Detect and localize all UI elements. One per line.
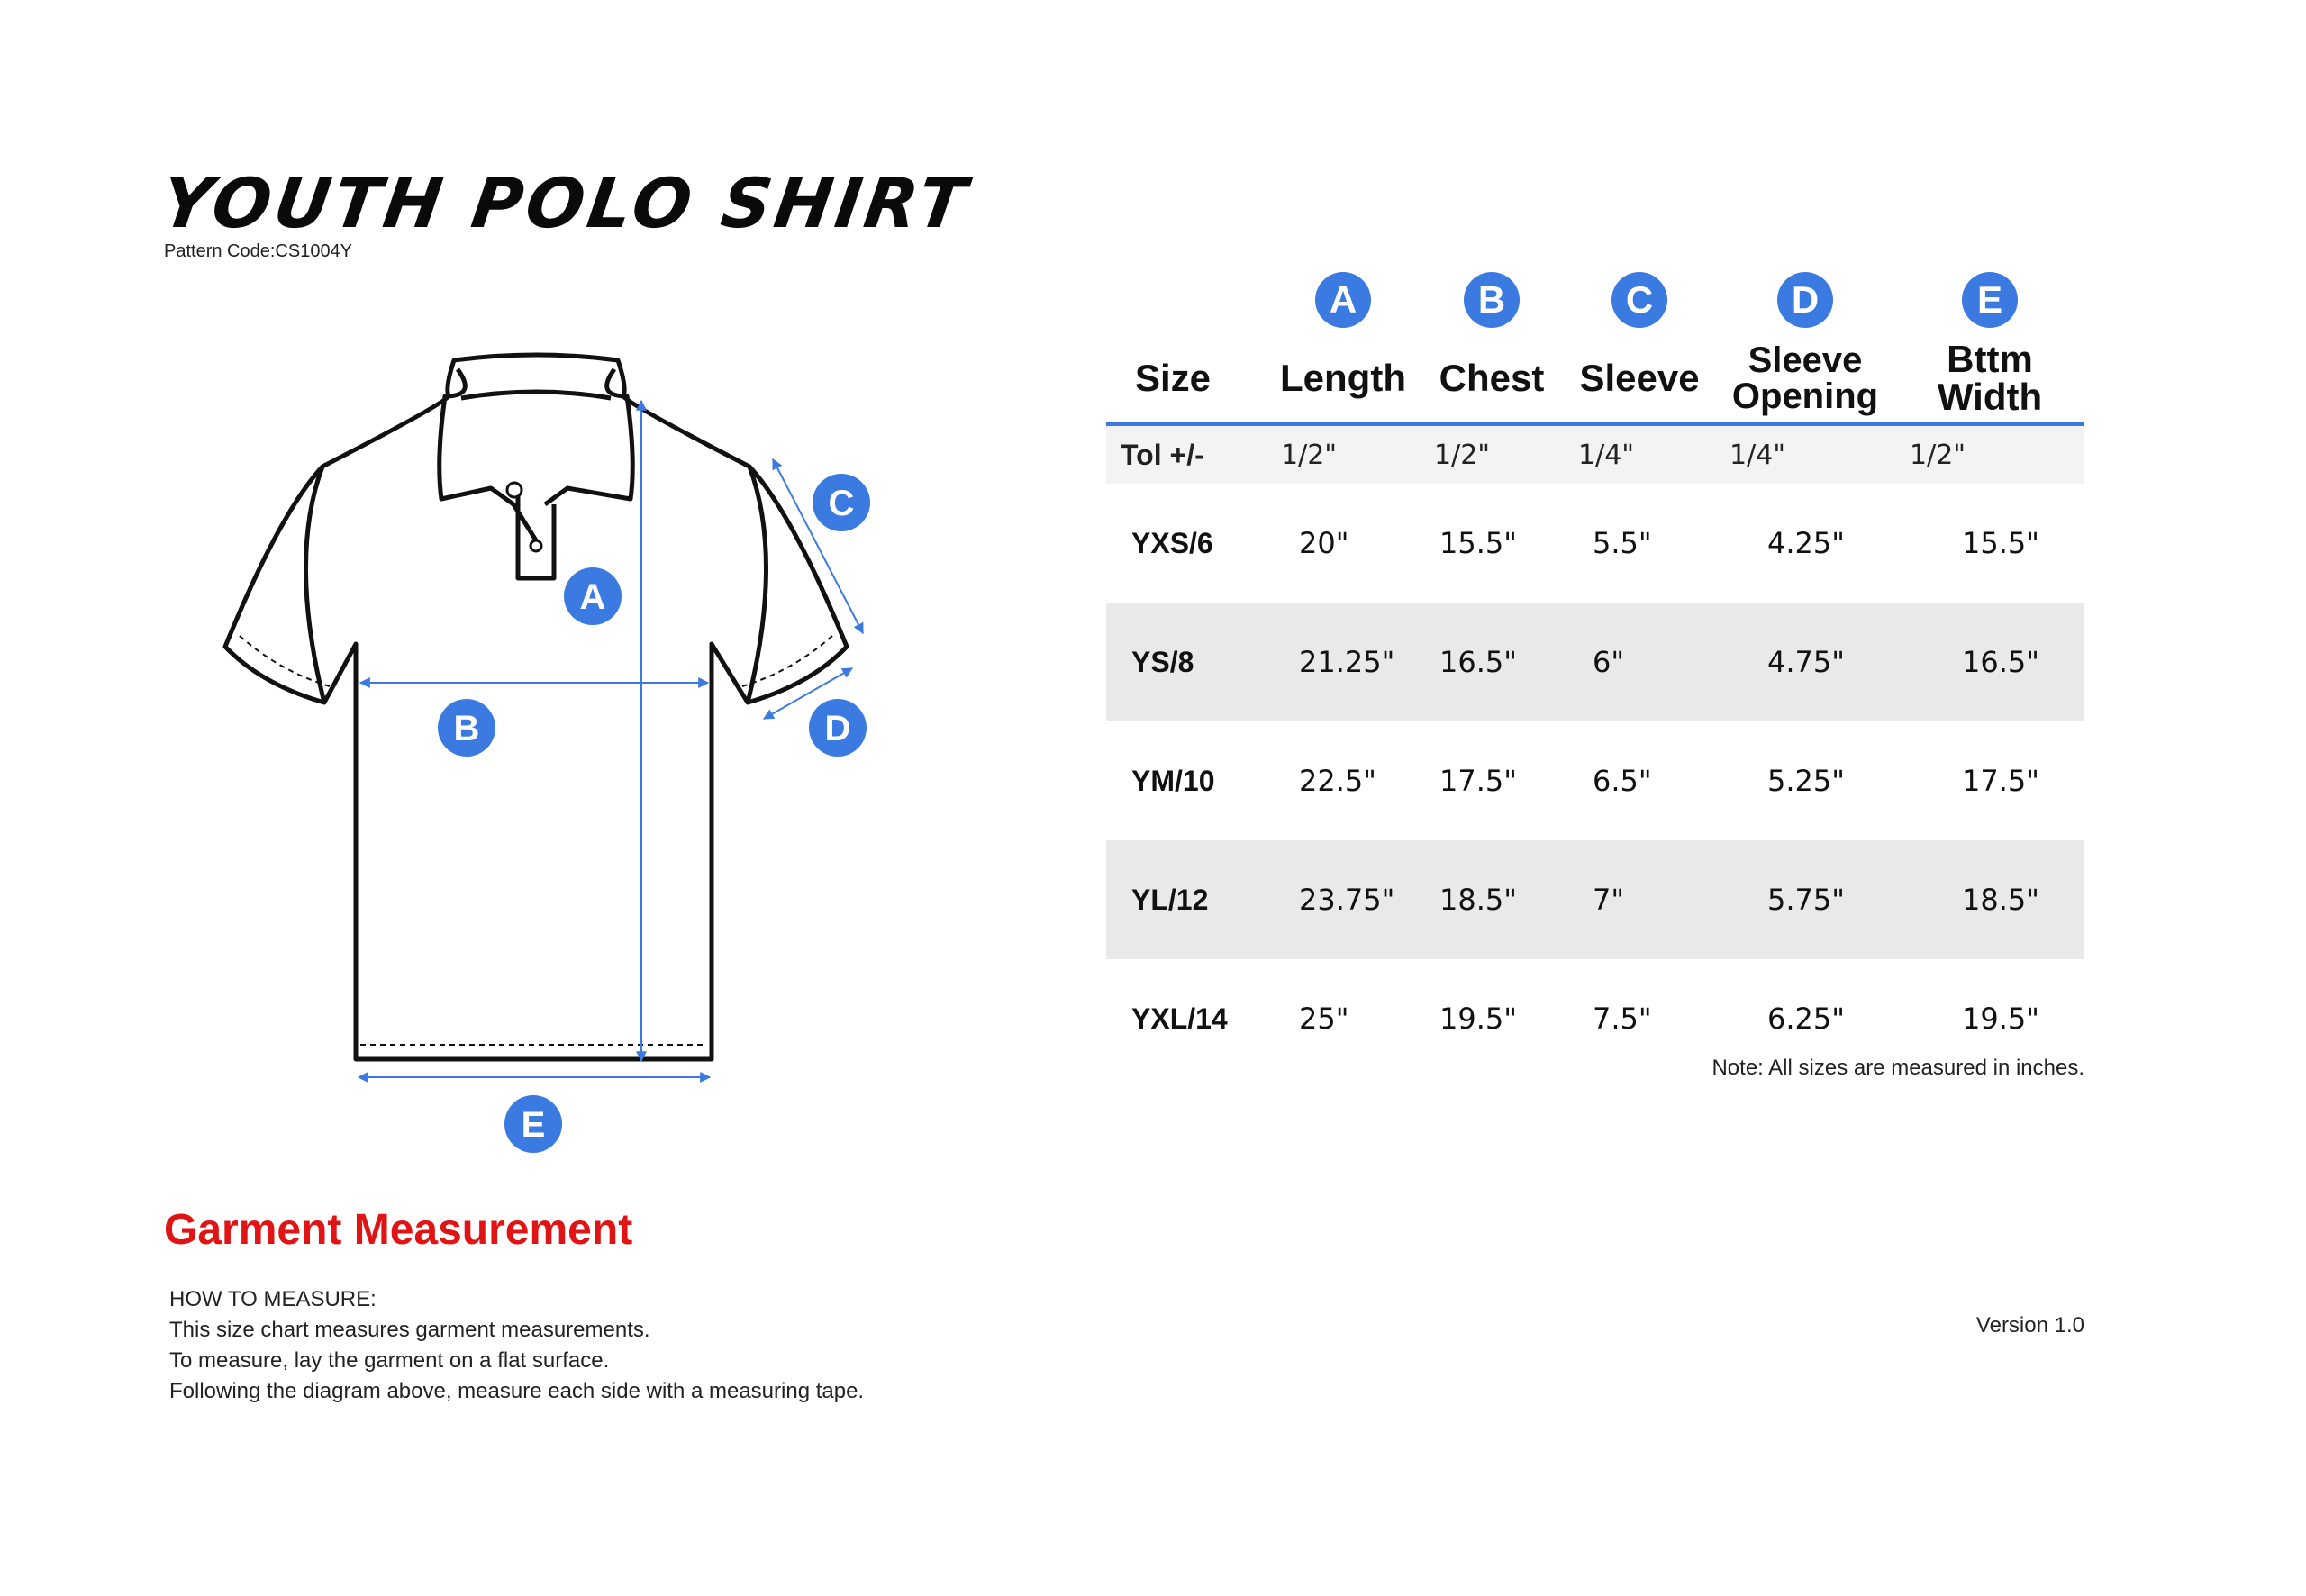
measurement-letter-row <box>1106 265 2084 335</box>
table-row <box>1106 840 2084 959</box>
badge-c <box>813 474 870 531</box>
how-to-line: Following the diagram above, measure each side with a measuring tape. <box>169 1379 865 1403</box>
tolerance-length: 1/2" <box>1266 424 1420 485</box>
letter-cell-blank <box>1106 265 1266 335</box>
bttm-width-cell: 19.5" <box>1962 1002 2039 1036</box>
tolerance-chest: 1/2" <box>1420 424 1564 485</box>
length-cell: 23.75" <box>1266 840 1420 959</box>
svg-text:A: A <box>579 577 606 617</box>
letter-badge-a: A <box>1315 272 1371 328</box>
how-to-measure <box>169 1284 864 1407</box>
header-sleeve: Sleeve <box>1564 335 1715 424</box>
badge-b <box>438 699 495 757</box>
size-cell: YXL/14 <box>1131 1002 1228 1035</box>
table-row <box>1106 721 2084 840</box>
units-note: Note: All sizes are measured in inches. <box>1711 1056 2084 1080</box>
button-top <box>507 483 522 497</box>
sleeve-cell: 7" <box>1564 840 1715 959</box>
version-label: Version 1.0 <box>1975 1313 2084 1338</box>
sleeve-opening-cell: 4.75" <box>1715 603 1895 721</box>
sleeve-opening-cell: 5.25" <box>1767 764 1845 798</box>
bttm-width-cell: 16.5" <box>1895 603 2084 721</box>
letter-badge-e: E <box>1962 272 2018 328</box>
size-chart-table <box>1106 265 2084 1078</box>
sleeve-cell: 6" <box>1564 603 1715 721</box>
letter-badge-d: D <box>1777 272 1833 328</box>
sleeve-cell: 7.5" <box>1593 1002 1652 1036</box>
svg-text:E: E <box>521 1105 546 1145</box>
tolerance-bttm-width: 1/2" <box>1895 424 2084 485</box>
how-to-line: This size chart measures garment measurements. <box>169 1318 650 1342</box>
header-size: Size <box>1106 335 1266 424</box>
badge-a <box>564 567 622 625</box>
how-to-heading: HOW TO MEASURE: <box>169 1287 377 1311</box>
table-header-row <box>1106 335 2084 424</box>
svg-text:B: B <box>453 709 480 748</box>
size-cell: YXS/6 <box>1131 526 1213 559</box>
pattern-code: Pattern Code:CS1004Y <box>164 241 353 261</box>
polo-shirt-diagram <box>207 333 928 1162</box>
measurement-lines <box>359 401 863 1077</box>
sleeve-cell: 5.5" <box>1593 526 1652 560</box>
svg-text:D: D <box>824 709 851 748</box>
size-cell: YS/8 <box>1106 603 1266 721</box>
letter-badge-b: B <box>1464 272 1520 328</box>
chest-cell: 17.5" <box>1439 764 1517 798</box>
header-chest: Chest <box>1420 335 1564 424</box>
tolerance-label: Tol +/- <box>1106 424 1266 485</box>
letter-badge-c: C <box>1611 272 1667 328</box>
page-title: YOUTH POLO SHIRT <box>156 163 975 243</box>
length-cell: 20" <box>1299 526 1349 560</box>
sleeve-opening-cell: 6.25" <box>1767 1002 1845 1036</box>
length-cell: 22.5" <box>1299 764 1376 798</box>
length-cell: 21.25" <box>1266 603 1420 721</box>
sleeve-cell: 6.5" <box>1593 764 1652 798</box>
polo-shirt-illustration <box>207 333 928 1162</box>
header-sleeve-opening: Sleeve Opening <box>1715 335 1895 424</box>
sleeve-opening-cell: 4.25" <box>1767 526 1845 560</box>
how-to-line: To measure, lay the garment on a flat surface. <box>169 1348 610 1373</box>
length-cell: 25" <box>1299 1002 1349 1036</box>
bttm-width-cell: 17.5" <box>1962 764 2039 798</box>
bttm-width-cell: 18.5" <box>1895 840 2084 959</box>
svg-text:C: C <box>828 484 855 523</box>
badge-d <box>809 699 867 757</box>
header-length: Length <box>1266 335 1420 424</box>
chest-cell: 16.5" <box>1420 603 1564 721</box>
tolerance-row <box>1106 424 2084 485</box>
table-row <box>1106 484 2084 603</box>
tolerance-sleeve-opening: 1/4" <box>1715 424 1895 485</box>
table-row <box>1106 603 2084 721</box>
chest-cell: 19.5" <box>1439 1002 1517 1036</box>
header-bttm-width: Bttm Width <box>1895 335 2084 424</box>
badge-e <box>504 1095 562 1153</box>
button-bottom <box>531 540 541 551</box>
shirt-outline <box>225 355 847 1059</box>
section-title: Garment Measurement <box>164 1206 633 1254</box>
sleeve-opening-cell: 5.75" <box>1715 840 1895 959</box>
chest-cell: 15.5" <box>1439 526 1517 560</box>
size-cell: YL/12 <box>1106 840 1266 959</box>
bttm-width-cell: 15.5" <box>1962 526 2039 560</box>
tolerance-sleeve: 1/4" <box>1564 424 1715 485</box>
chest-cell: 18.5" <box>1420 840 1564 959</box>
size-cell: YM/10 <box>1131 764 1215 797</box>
